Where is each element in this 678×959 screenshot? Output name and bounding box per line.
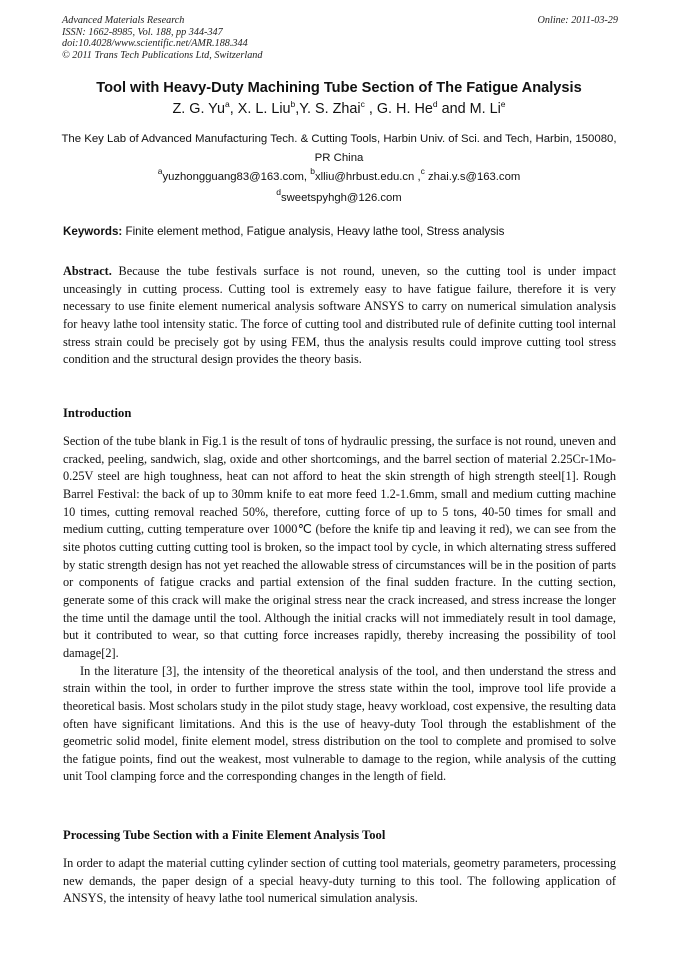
author-name: G. H. He — [376, 101, 433, 117]
processing-body — [63, 855, 616, 908]
abstract — [63, 263, 616, 369]
author-separator: , — [229, 101, 238, 117]
paragraph: Section of the tube blank in Fig.1 is the result of tons of hydraulic pressing, the surface is not round, uneven and cracked, peeling, sandwich, slag, oxide and other shortcomings, and the barrel section of material 2.25Cr-1Mo-0.25V steel are high toughness, heat can not afford to heat the skin strength of high strength steel[1]. Rough Barrel Festival: the back of up to 30mm knife to eat more feed 1.2-1.6mm, small and medium cutting machine 10 times, cutting removal reached 50%, therefore, cutting force of up to 5 tons, 40-50 times for small and medium cutting, cutting temperature over 1000℃ (before the knife tip and leaving it red), we can see from the site photos cutting cutting cutting tool is broken, so the impact tool by cycle, in which alternating stress suffered by static strength design has not yet reached the allowable stress of circumstances will be in the position of parts or components of fatigue cracks and partial extension of the final sudden fracture. In the cutting section, generate some of this crack will make the original stress near the crack increased, and stress increase the longer the time until the damage until the tool. Although the initial cracks will not immediately result in tool damage, but it contributed to wear, so that cutting force increases rapidly, thereby increasing the possibility of tool damage[2]. — [63, 434, 616, 660]
email-link[interactable]: yuzhongguang83@163.com, — [162, 171, 308, 183]
email-mark: c — [420, 166, 425, 176]
email-mark: d — [276, 187, 281, 197]
email-mark: a — [157, 166, 163, 176]
introduction-body — [63, 433, 616, 786]
section-heading-introduction: Introduction — [63, 406, 132, 420]
author-emails-2 — [40, 187, 638, 204]
journal-doi: doi:10.4028/www.scientific.net/AMR.188.344 — [62, 38, 248, 49]
paragraph: In order to adapt the material cutting cylinder section of cutting tool materials, geometry parameters, processing new demands, the paper design of a special heavy-duty turning to this tool. The following application of ANSYS, the intensity of heavy lathe tool numerical simulation analysis. — [63, 856, 616, 906]
paragraph: In the literature [3], the intensity of the theoretical analysis of the tool, and then understand the stress and strain within the tool, in order to further improve the stress state within the tool, improve tool life provide a theoretical basis. Most scholars study in the pilot study stage, heavy workload, cost expensive, the resulting data often have significant limitations. And this is the use of heavy-duty Tool through the establishment of the geometric solid model, finite element model, stress distribution on the tool to complete and promised to solve the fatigue points, find out the weakest, most vulnerable to damage to the region, while analysis of the cutting unit Tool clamping force and the corresponding changes in the length of field. — [63, 663, 616, 784]
keywords-label: Keywords: — [63, 225, 123, 238]
online-date: Online: 2011-03-29 — [537, 15, 618, 26]
abstract-label: Abstract. — [63, 264, 112, 278]
abstract-text: Because the tube festivals surface is not round, uneven, so the cutting tool is under impact unceasingly in cutting process. Cutting tool is extremely easy to have fatigue failure, therefore it is very necessary to use finite element numerical analysis software ANSYS to carry on numerical simulation analysis for heavy lathe tool intensity static. The force of cutting tool and distributed rule of definite cutting tool internal stress strain could be precisely got by using FEM, thus the analysis results could improve cutting tool stress condition and the structural design provides the theory basis. — [63, 264, 616, 367]
author-list — [40, 101, 638, 117]
author-name: Z. G. Yu — [172, 101, 225, 117]
journal-name: Advanced Materials Research — [62, 15, 185, 26]
author-mark: d — [432, 99, 438, 109]
author-mark: b — [290, 99, 296, 109]
affiliation: The Key Lab of Advanced Manufacturing Tech. & Cutting Tools, Harbin Univ. of Sci. and Tech, Harbin, 150080, PR China — [61, 133, 617, 164]
keywords-text: Finite element method, Fatigue analysis, Heavy lathe tool, Stress analysis — [122, 225, 505, 238]
journal-header — [62, 15, 618, 61]
author-separator: and — [437, 101, 470, 117]
email-mark: b — [310, 166, 315, 176]
author-separator: , — [295, 101, 300, 117]
author-mark: c — [360, 99, 365, 109]
journal-issn: ISSN: 1662-8985, Vol. 188, pp 344-347 — [62, 26, 223, 38]
author-name: Y. S. Zhai — [299, 101, 361, 117]
journal-copyright: © 2011 Trans Tech Publications Ltd, Switzerland — [62, 49, 263, 61]
email-link[interactable]: sweetspyhgh@126.com — [280, 192, 402, 204]
author-mark: a — [225, 99, 230, 109]
keywords — [63, 225, 623, 238]
paper-title: Tool with Heavy-Duty Machining Tube Section of The Fatigue Analysis — [96, 80, 582, 96]
email-link[interactable]: xlliu@hrbust.edu.cn , — [314, 171, 421, 183]
author-name: M. Li — [469, 101, 501, 117]
author-emails — [40, 166, 638, 183]
email-link[interactable]: zhai.y.s@163.com — [428, 171, 521, 183]
section-heading-processing: Processing Tube Section with a Finite Element Analysis Tool — [63, 828, 386, 842]
author-mark: e — [500, 99, 506, 109]
author-name: X. L. Liu — [237, 101, 291, 117]
author-separator: , — [364, 101, 377, 117]
